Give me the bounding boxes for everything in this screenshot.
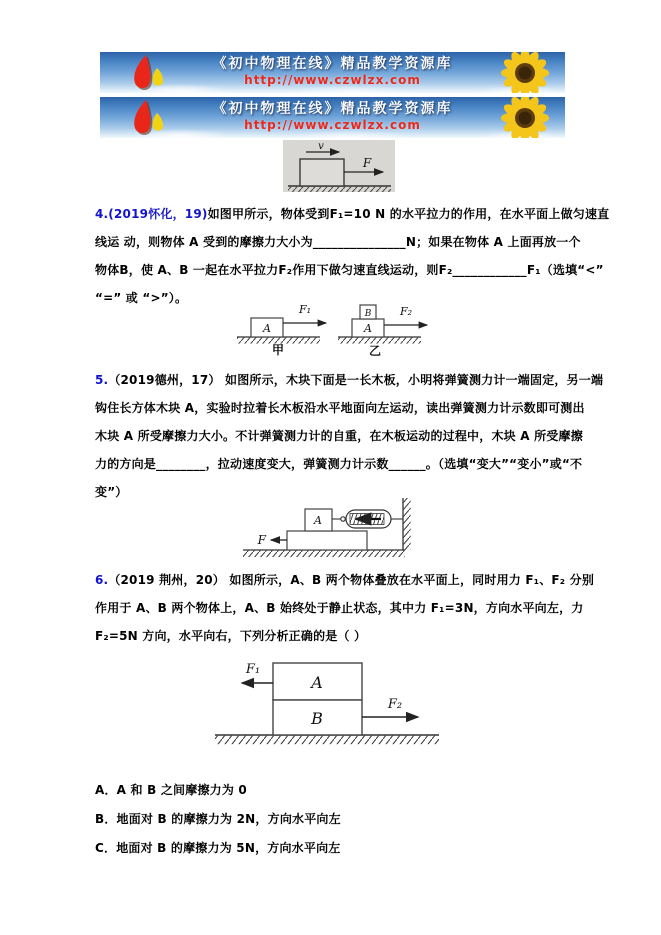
question-4-line-4: “=” 或 “>”）。 [95, 291, 188, 305]
sunflower-icon [493, 52, 557, 93]
question-4 [95, 200, 610, 312]
question-6 [95, 566, 595, 650]
question-6-line-1: 6.（2019 荆州，20） 如图所示，A、B 两个物体叠放在水平面上，同时用力 F₁、F₂ 分别 [95, 573, 595, 587]
option-a: A．A 和 B 之间摩擦力为 0 [95, 783, 247, 797]
question-5-line-4: 力的方向是________，拉动速度变大，弹簧测力计示数______。（选填“变大”“变小”或“不 [95, 457, 583, 471]
q4-right-block-a-label: A [364, 322, 372, 335]
q6-f1-label: F₁ [245, 662, 261, 677]
q4-left-caption: 甲 [271, 343, 285, 357]
q4-f2-label: F₂ [399, 305, 413, 318]
figure-block-velocity-force [283, 140, 395, 192]
site-banner-top [100, 52, 565, 93]
question-4-line-2: 线运 动，则物体 A 受到的摩擦力大小为_______________N；如果在物体 A 上面再放一个 [95, 235, 581, 249]
banner-text-block [180, 97, 485, 133]
question-5-line-3: 木块 A 所受摩擦力大小。不计弹簧测力计的自重，在木板运动的过程中，木块 A 所受摩擦 [95, 429, 583, 443]
site-banner-bottom [100, 97, 565, 138]
figure-q6-stacked-blocks [215, 658, 445, 765]
question-5-number: 5. [95, 373, 109, 387]
force-label: F [362, 156, 372, 170]
question-4-line-1: 4.(2019怀化，19)如图甲所示，物体受到F₁=10 N 的水平拉力的作用，在水平面上做匀速直 [95, 207, 610, 221]
question-5-line-2: 钩住长方体木块 A，实验时拉着长木板沿水平地面向左运动，读出弹簧测力计示数即可测出 [95, 401, 585, 415]
q4-f1-label: F₁ [298, 303, 312, 316]
banner-url: http://www.czwlzx.com [244, 73, 421, 87]
q5-block-a-label: A [314, 514, 322, 527]
question-5-line-1: 5.（2019德州，17） 如图所示，木块下面是一长木板，小明将弹簧测力计一端固定，另一端 [95, 373, 604, 387]
q4-right-block-b-label: B [364, 309, 372, 319]
banner-text-block [180, 52, 485, 88]
q4-right-caption: 乙 [368, 344, 382, 357]
question-4-line-3: 物体B，使 A、B 一起在水平拉力F₂作用下做匀速直线运动，则F₂____________F₁（选填“<” [95, 263, 604, 277]
q6-block-a-label: A [311, 673, 323, 692]
banner-title: 《初中物理在线》精品教学资源库 [212, 101, 453, 117]
figure-q4-blocks-jia-yi [235, 299, 430, 357]
sunflower-icon [493, 97, 557, 138]
question-6-number: 6. [95, 573, 109, 587]
option-b: B．地面对 B 的摩擦力为 2N，方向水平向左 [95, 812, 341, 826]
site-logo-flame-icon [126, 99, 168, 136]
q6-block-b-label: B [311, 709, 323, 728]
question-6-options [95, 776, 573, 863]
figure-q5-board-spring-scale [235, 496, 415, 558]
banner-title: 《初中物理在线》精品教学资源库 [212, 56, 453, 72]
q4-left-block-a-label: A [263, 322, 271, 335]
site-logo-flame-icon [126, 54, 168, 91]
q6-f2-label: F₂ [387, 697, 403, 712]
banner-url: http://www.czwlzx.com [244, 118, 421, 132]
question-6-line-3: F₂=5N 方向，水平向右，下列分析正确的是（ ） [95, 629, 367, 643]
option-c: C．地面对 B 的摩擦力为 5N，方向水平向左 [95, 841, 341, 855]
q5-force-f-label: F [257, 533, 266, 547]
velocity-label: v [318, 141, 324, 152]
question-5-line-5: 变”） [95, 485, 128, 499]
question-5 [95, 366, 604, 506]
question-4-number: 4.(2019怀化，19) [95, 207, 208, 221]
question-6-line-2: 作用于 A、B 两个物体上，A、B 始终处于静止状态，其中力 F₁=3N，方向水平向左，力 [95, 601, 584, 615]
